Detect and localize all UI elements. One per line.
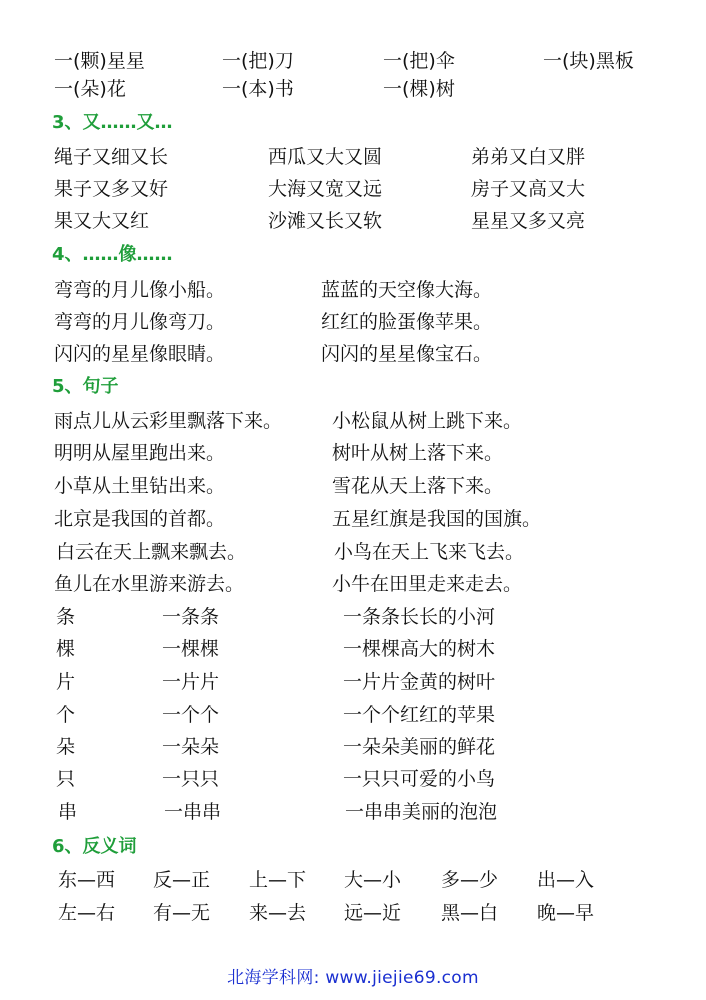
reduplicated-phrase: 一条条长长的小河 [343,606,496,628]
antonym-pair: 大—小 [344,869,402,891]
sentence: 雪花从天上落下来。 [332,475,504,497]
phrase: 弟弟又白又胖 [471,146,586,168]
sentence: 小松鼠从树上跳下来。 [332,410,523,432]
antonym-pair: 左—右 [58,902,116,924]
simile-sentence: 闪闪的星星像眼睛。 [54,343,226,365]
section-heading: 6、反义词 [52,836,137,857]
simile-sentence: 闪闪的星星像宝石。 [321,343,493,365]
sentence: 雨点儿从云彩里飘落下来。 [54,410,283,432]
phrase: 房子又高又大 [471,178,586,200]
section-heading: 4、……像…… [52,244,173,265]
reduplicated-phrase: 一棵棵高大的树木 [343,638,496,660]
reduplicated-classifier: 一棵棵 [162,638,220,660]
phrase: 沙滩又长又软 [268,210,383,232]
measure-word: 一(棵)树 [383,78,455,100]
sentence: 小草从土里钻出来。 [54,475,226,497]
reduplicated-classifier: 一个个 [162,704,220,726]
reduplicated-classifier: 一只只 [162,768,220,790]
antonym-pair: 上—下 [249,869,307,891]
phrase: 大海又宽又远 [268,178,383,200]
simile-sentence: 弯弯的月儿像小船。 [54,279,226,301]
antonym-pair: 晚—早 [537,902,595,924]
sentence: 小鸟在天上飞来飞去。 [334,541,525,563]
section-heading: 3、又……又… [52,112,173,133]
phrase: 绳子又细又长 [54,146,169,168]
measure-word: 一(朵)花 [54,78,126,100]
reduplicated-phrase: 一朵朵美丽的鲜花 [343,736,496,758]
classifier: 串 [58,801,78,823]
classifier: 片 [56,671,76,693]
classifier: 只 [56,768,76,790]
simile-sentence: 红红的脸蛋像苹果。 [321,311,493,333]
antonym-pair: 来—去 [249,902,307,924]
measure-word: 一(把)刀 [222,50,294,72]
sentence: 小牛在田里走来走去。 [332,573,523,595]
classifier: 棵 [56,638,76,660]
sentence: 明明从屋里跑出来。 [54,442,226,464]
footer-watermark: 北海学科网: www.jiejie69.com [227,968,479,988]
measure-word: 一(颗)星星 [54,50,145,72]
reduplicated-classifier: 一串串 [164,801,222,823]
phrase: 果又大又红 [54,210,150,232]
phrase: 西瓜又大又圆 [268,146,383,168]
measure-word: 一(把)伞 [383,50,455,72]
phrase: 果子又多又好 [54,178,169,200]
sentence: 五星红旗是我国的国旗。 [332,508,542,530]
sentence: 鱼儿在水里游来游去。 [54,573,245,595]
sentence: 树叶从树上落下来。 [332,442,504,464]
reduplicated-classifier: 一朵朵 [162,736,220,758]
reduplicated-classifier: 一条条 [162,606,220,628]
reduplicated-phrase: 一串串美丽的泡泡 [345,801,498,823]
antonym-pair: 反—正 [153,869,211,891]
antonym-pair: 东—西 [58,869,116,891]
phrase: 星星又多又亮 [471,210,586,232]
antonym-pair: 多—少 [441,869,499,891]
antonym-pair: 有—无 [153,902,211,924]
reduplicated-phrase: 一只只可爱的小鸟 [343,768,496,790]
measure-word: 一(本)书 [222,78,294,100]
measure-word: 一(块)黑板 [543,50,634,72]
antonym-pair: 远—近 [344,902,402,924]
reduplicated-classifier: 一片片 [162,671,220,693]
sentence: 北京是我国的首都。 [54,508,226,530]
reduplicated-phrase: 一个个红红的苹果 [343,704,496,726]
reduplicated-phrase: 一片片金黄的树叶 [343,671,496,693]
antonym-pair: 黑—白 [441,902,499,924]
classifier: 条 [56,606,76,628]
sentence: 白云在天上飘来飘去。 [56,541,247,563]
classifier: 个 [56,704,76,726]
section-heading: 5、句子 [52,376,119,397]
antonym-pair: 出—入 [537,869,595,891]
simile-sentence: 弯弯的月儿像弯刀。 [54,311,226,333]
simile-sentence: 蓝蓝的天空像大海。 [321,279,493,301]
classifier: 朵 [56,736,76,758]
